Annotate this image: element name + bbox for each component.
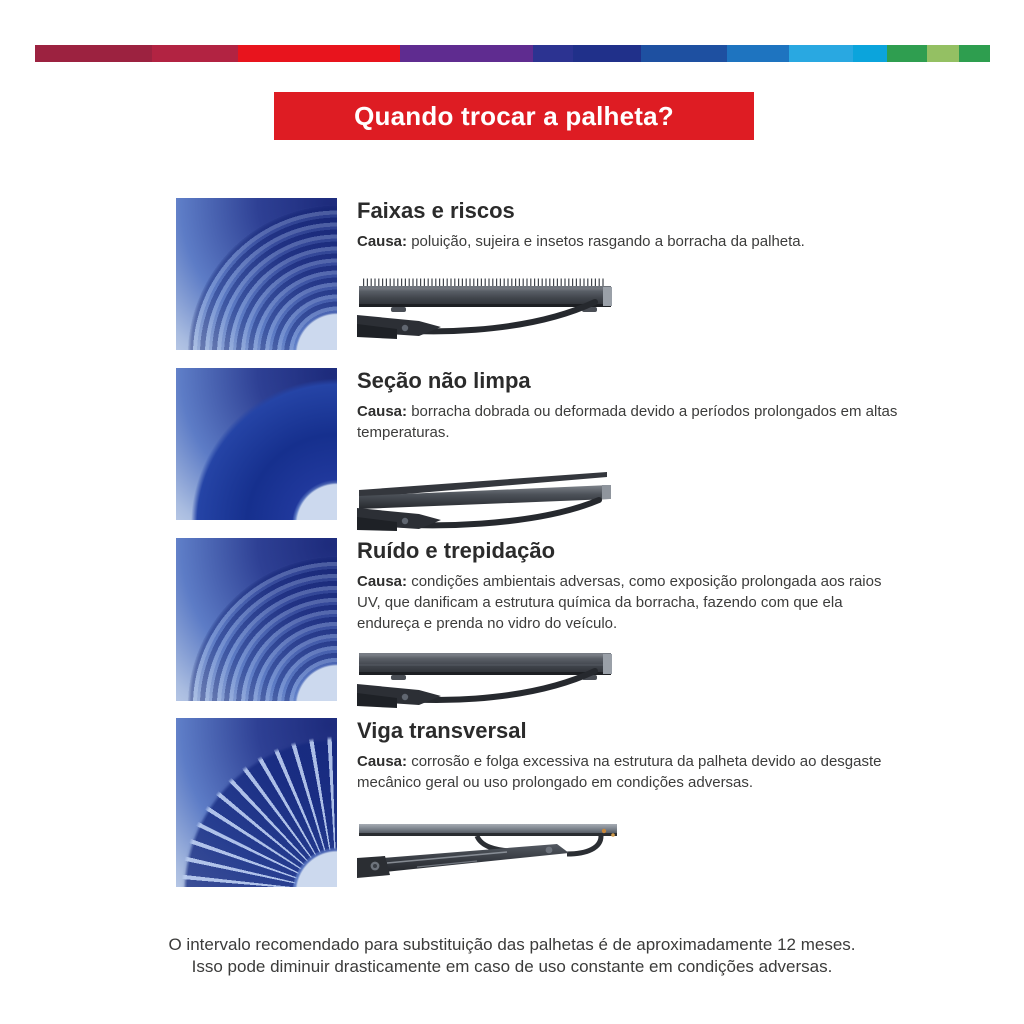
color-strip-segment bbox=[959, 45, 990, 62]
section-title: Ruído e trepidação bbox=[357, 538, 556, 563]
section-title: Seção não limpa bbox=[357, 368, 531, 393]
section-viga-transversal bbox=[176, 718, 916, 888]
section-cause bbox=[357, 232, 902, 253]
section-cause bbox=[357, 402, 902, 443]
color-strip-segment bbox=[400, 45, 533, 62]
color-strip-segment bbox=[641, 45, 727, 62]
cause-text: corrosão e folga excessiva na estrutura da palheta devido ao desgaste mecânico geral ou uso prolongado em condições adversas. bbox=[357, 753, 882, 791]
color-strip-segment bbox=[573, 45, 641, 62]
page-title-banner bbox=[274, 92, 754, 140]
section-faixas-e-riscos bbox=[176, 198, 916, 368]
color-strip-segment bbox=[789, 45, 853, 62]
windshield-rippled-arcs-pattern-image bbox=[176, 538, 337, 701]
cause-text: poluição, sujeira e insetos rasgando a borracha da palheta. bbox=[411, 233, 805, 251]
page-title: Quando trocar a palheta? bbox=[354, 100, 674, 131]
section-ruido-e-trepidacao bbox=[176, 538, 916, 718]
cause-text: borracha dobrada ou deformada devido a períodos prolongados em altas temperaturas. bbox=[357, 403, 898, 441]
sections-list bbox=[176, 198, 916, 888]
color-strip-segment bbox=[727, 45, 789, 62]
wiper-blade-torn-rubber-photo bbox=[357, 277, 619, 341]
color-strip-segment bbox=[533, 45, 573, 62]
wiper-pivot-corner bbox=[176, 538, 337, 701]
footer-note bbox=[0, 934, 1024, 979]
color-strip-segment bbox=[152, 45, 238, 62]
color-strip-segment bbox=[35, 45, 152, 62]
windshield-unclean-band-pattern-image bbox=[176, 368, 337, 520]
wiper-pivot-corner bbox=[176, 368, 337, 520]
windshield-radial-fan-pattern-image bbox=[176, 718, 337, 887]
section-title: Faixas e riscos bbox=[357, 198, 515, 223]
cause-label: Causa: bbox=[357, 233, 408, 251]
color-strip-segment bbox=[238, 45, 400, 62]
cause-label: Causa: bbox=[357, 573, 408, 591]
brand-color-strip bbox=[35, 45, 990, 62]
section-title: Viga transversal bbox=[357, 718, 527, 743]
section-secao-nao-limpa bbox=[176, 368, 916, 538]
section-cause bbox=[357, 752, 902, 793]
color-strip-segment bbox=[927, 45, 959, 62]
footer-line-2: Isso pode diminuir drasticamente em caso de uso constante em condições adversas. bbox=[191, 957, 833, 977]
cause-label: Causa: bbox=[357, 403, 408, 421]
cause-label: Causa: bbox=[357, 753, 408, 771]
color-strip-segment bbox=[887, 45, 927, 62]
wiper-blade-split-rubber-photo bbox=[357, 468, 619, 532]
color-strip-segment bbox=[853, 45, 887, 62]
cause-text: condições ambientais adversas, como exposição prolongada aos raios UV, que danificam a estrutura química da borracha, fazendo com que ela endureça e prenda no vidro do veículo. bbox=[357, 573, 882, 632]
wiper-pivot-corner bbox=[176, 198, 337, 350]
footer-line-1: O intervalo recomendado para substituição das palhetas é de aproximadamente 12 meses. bbox=[168, 935, 856, 954]
wiper-blade-corroded-frame-photo bbox=[357, 818, 629, 884]
wiper-blade-hardened-rubber-photo bbox=[357, 648, 619, 710]
section-cause bbox=[357, 572, 902, 634]
windshield-streaky-arcs-pattern-image bbox=[176, 198, 337, 350]
wiper-pivot-corner bbox=[176, 718, 337, 887]
